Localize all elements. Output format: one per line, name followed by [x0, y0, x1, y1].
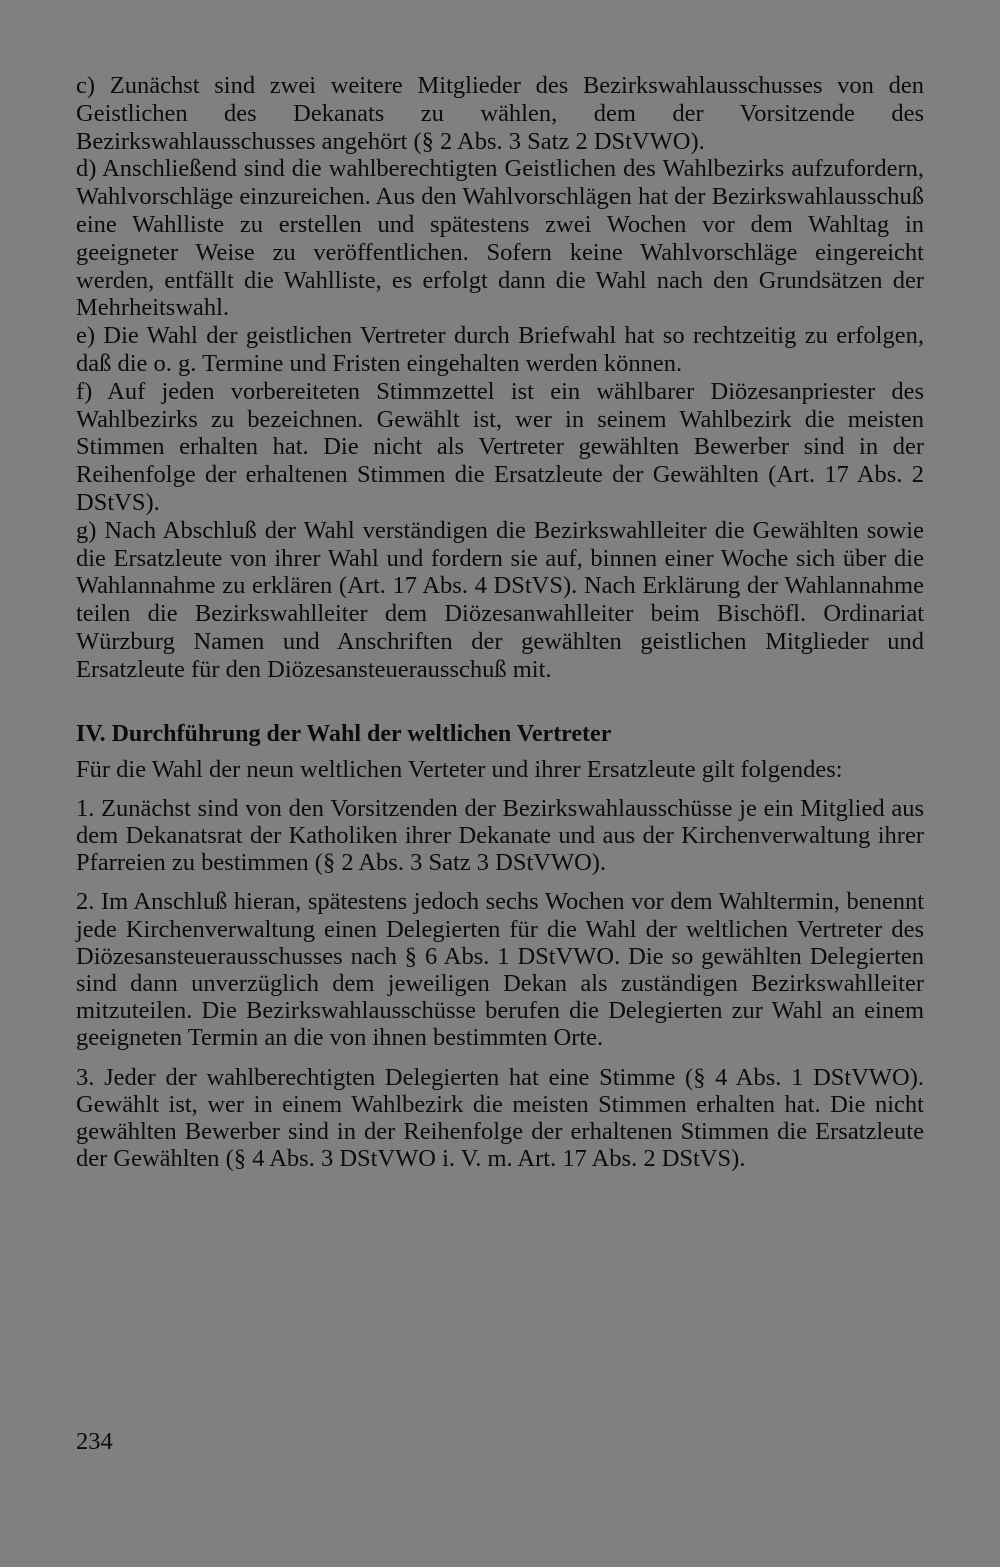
- paragraph-c: c) Zunächst sind zwei weitere Mitglieder des Bezirkswahlausschusses von den Geistlichen des Dekanats zu wählen, dem der Vorsitzende des Bezirkswahlausschusses angehört (§ 2 Abs. 3 Satz 2 DStVWO).: [76, 72, 924, 155]
- list-item: 1. Zunächst sind von den Vorsitzenden der Bezirkswahlausschüsse je ein Mitglied aus dem Dekanatsrat der Katholiken ihrer Dekanate und aus der Kirchenverwaltung ihrer Pfarreien zu bestimmen (§ 2 Abs. 3 Satz 3 DStVWO).: [76, 794, 924, 877]
- list-item: 2. Im Anschluß hieran, spätestens jedoch sechs Wochen vor dem Wahltermin, benennt jede Kirchenverwaltung einen Delegierten für die Wahl der weltlichen Vertreter des Diözesansteuerausschusses nach § 6 Abs. 1 DStVWO. Die so gewählten Delegierten sind dann unverzüglich dem jeweiligen Dekan als zuständigen Bezirkswahlleiter mitzuteilen. Die Bezirkswahlausschüsse berufen die Delegierten zur Wahl an einem geeigneten Termin an die von ihnen bestimmten Orte.: [76, 888, 924, 1052]
- page-content: [76, 72, 924, 1172]
- section-4: [76, 720, 924, 1173]
- paragraph-g: g) Nach Abschluß der Wahl verständigen die Bezirkswahlleiter die Gewählten sowie die Ersatzleute von ihrer Wahl und fordern sie auf, binnen einer Woche sich über die Wahlannahme zu erklären (Art. 17 Abs. 4 DStVS). Nach Erklärung der Wahlannahme teilen die Bezirkswahlleiter dem Diözesanwahlleiter beim Bischöfl. Ordinariat Würzburg Namen und Anschriften der gewählten geistlichen Mitglieder und Ersatzleute für den Diözesansteuerausschuß mit.: [76, 516, 924, 683]
- paragraph-d: d) Anschließend sind die wahlberechtigten Geistlichen des Wahlbezirks aufzufordern, Wahlvorschläge einzureichen. Aus den Wahlvorschlägen hat der Bezirkswahlausschuß eine Wahlliste zu erstellen und spätestens zwei Wochen vor dem Wahltag in geeigneter Weise zu veröffentlichen. Sofern keine Wahlvorschläge eingereicht werden, entfällt die Wahlliste, es erfolgt dann die Wahl nach den Grundsätzen der Mehrheitswahl.: [76, 155, 924, 322]
- section-heading: IV. Durchführung der Wahl der weltlichen Vertreter: [76, 720, 612, 747]
- paragraph-e: e) Die Wahl der geistlichen Vertreter durch Briefwahl hat so rechtzeitig zu erfolgen, daß die o. g. Termine und Fristen eingehalten werden können.: [76, 322, 924, 377]
- section-intro: Für die Wahl der neun weltlichen Verteter und ihrer Ersatzleute gilt folgendes:: [76, 755, 843, 783]
- page-number: 234: [76, 1428, 113, 1455]
- section-3-continuation: [76, 72, 924, 684]
- list-item: 3. Jeder der wahlberechtigten Delegierten hat eine Stimme (§ 4 Abs. 1 DStVWO). Gewählt ist, wer in einem Wahlbezirk die meisten Stimmen erhalten hat. Die nicht gewählten Bewerber sind in der Reihenfolge der erhaltenen Stimmen die Ersatzleute der Gewählten (§ 4 Abs. 3 DStVWO i. V. m. Art. 17 Abs. 2 DStVS).: [76, 1063, 924, 1173]
- paragraph-f: f) Auf jeden vorbereiteten Stimmzettel ist ein wählbarer Diözesanpriester des Wahlbezirks zu bezeichnen. Gewählt ist, wer in seinem Wahlbezirk die meisten Stimmen erhalten hat. Die nicht als Vertreter gewählten Bewerber sind in der Reihenfolge der erhaltenen Stimmen die Ersatzleute der Gewählten (Art. 17 Abs. 2 DStVS).: [76, 377, 924, 516]
